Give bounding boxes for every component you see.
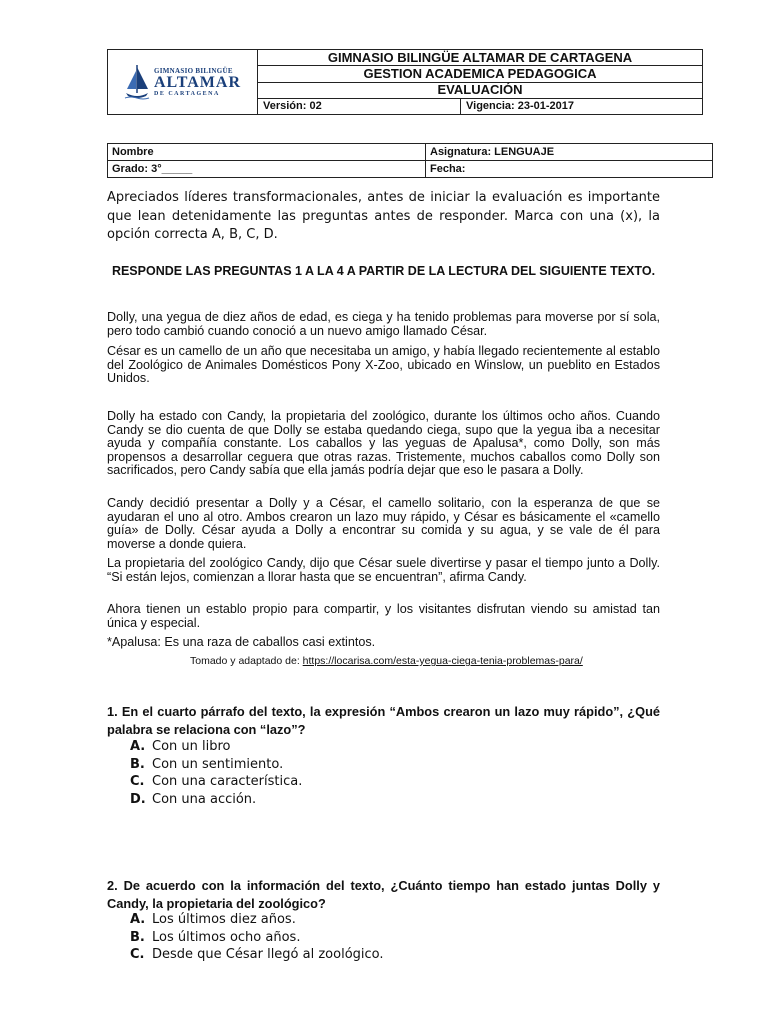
source-citation [190,655,583,667]
question-1-options [130,738,302,808]
nombre-field[interactable]: Nombre [108,144,426,161]
passage-footnote: *Apalusa: Es una raza de caballos casi extintos. [107,635,376,649]
question-2-options [130,911,384,964]
option-a[interactable]: A. Los últimos diez años. [130,912,296,927]
option-c[interactable]: C. Desde que César llegó al zoológico. [130,947,384,962]
passage-paragraph-6: Ahora tienen un establo propio para compartir, y los visitantes disfrutan viendo su amistad tan única y especial. [107,602,660,630]
option-d[interactable]: D. Con una acción. [130,791,257,807]
source-label: Tomado y adaptado de: [190,655,300,667]
header-title-1: GIMNASIO BILINGÜE ALTAMAR DE CARTAGENA [258,50,703,66]
option-c[interactable]: C. Con una característica. [130,774,303,789]
question-1: 1. En el cuarto párrafo del texto, la expresión “Ambos crearon un lazo muy rápido”, ¿Qué palabra se relaciona con “lazo”? [107,704,660,737]
option-b[interactable]: B. Los últimos ocho años. [130,929,301,945]
fecha-field[interactable]: Fecha: [426,161,713,178]
option-b[interactable]: B. Con un sentimiento. [130,756,284,772]
student-info-table [107,143,713,178]
grado-field[interactable]: Grado: 3°_____ [108,161,426,178]
passage-paragraph-5: La propietaria del zoológico Candy, dijo que César suele divertirse y pasar el tiempo junto a Dolly. “Si están lejos, comienzan a llorar hasta que se encuentran”, afirma Candy. [107,556,660,584]
passage-paragraph-3: Dolly ha estado con Candy, la propietaria del zoológico, durante los últimos ocho años. Cuando Candy se dio cuenta de que Dolly se estaba quedando ciega, supo que la yegua iba a necesitar ayuda y compañía constante. Los caballos y las yeguas de Apalusa*, como Dolly, son más propensos a desarrollar ceguera que otras razas. Tristemente, muchos caballos como Dolly son sacrificados, pero Candy sabía que ella jamás podría dejar que eso le pasara a Dolly. [107,409,660,478]
header-vigencia: Vigencia: 23-01-2017 [461,98,703,114]
header-table [107,49,703,115]
intro-text: Apreciados líderes transformacionales, antes de iniciar la evaluación es importante que lean detenidamente las preguntas antes de responder. Marca con una (x), la opción correcta A, B, C, D. [107,190,660,242]
passage-paragraph-2: César es un camello de un año que necesitaba un amigo, y había llegado recientemente al establo del Zoológico de Animales Domésticos Pony X-Zoo, ubicado en Winslow, un pueblito en Estados Unidos. [107,344,660,386]
logo-cell [108,50,258,115]
option-a[interactable]: A. Con un libro [130,739,231,754]
passage-paragraph-4: Candy decidió presentar a Dolly y a César, el camello solitario, con la esperanza de que se ayudaran el uno al otro. Ambos crearon un lazo muy rápido, y César es básicamente el «camello guía» de Dolly. César ayuda a Dolly a encontrar su comida y su agua, y se vale de él para moverse a donde quiera. [107,496,660,551]
question-2: 2. De acuerdo con la información del texto, ¿Cuánto tiempo han estado juntas Dolly y Candy, la propietaria del zoológico? [107,878,660,911]
section-title: RESPONDE LAS PREGUNTAS 1 A LA 4 A PARTIR DE LA LECTURA DEL SIGUIENTE TEXTO. [111,264,656,278]
sailboat-icon [124,63,150,101]
logo-line1: GIMNASIO BILINGÜE [153,66,233,75]
header-version: Versión: 02 [258,98,461,114]
school-logo [108,63,257,101]
logo-line3: DE CARTAGENA [153,90,220,97]
logo-line2: ALTAMAR [153,73,241,91]
source-link[interactable]: https://locarisa.com/esta-yegua-ciega-tenia-problemas-para/ [302,655,583,667]
header-title-3: EVALUACIÓN [258,82,703,98]
passage-paragraph-1: Dolly, una yegua de diez años de edad, es ciega y ha tenido problemas para moverse por sí sola, pero todo cambió cuando conoció a un nuevo amigo llamado César. [107,310,660,338]
asignatura-field: Asignatura: LENGUAJE [426,144,713,161]
header-title-2: GESTION ACADEMICA PEDAGOGICA [258,66,703,82]
